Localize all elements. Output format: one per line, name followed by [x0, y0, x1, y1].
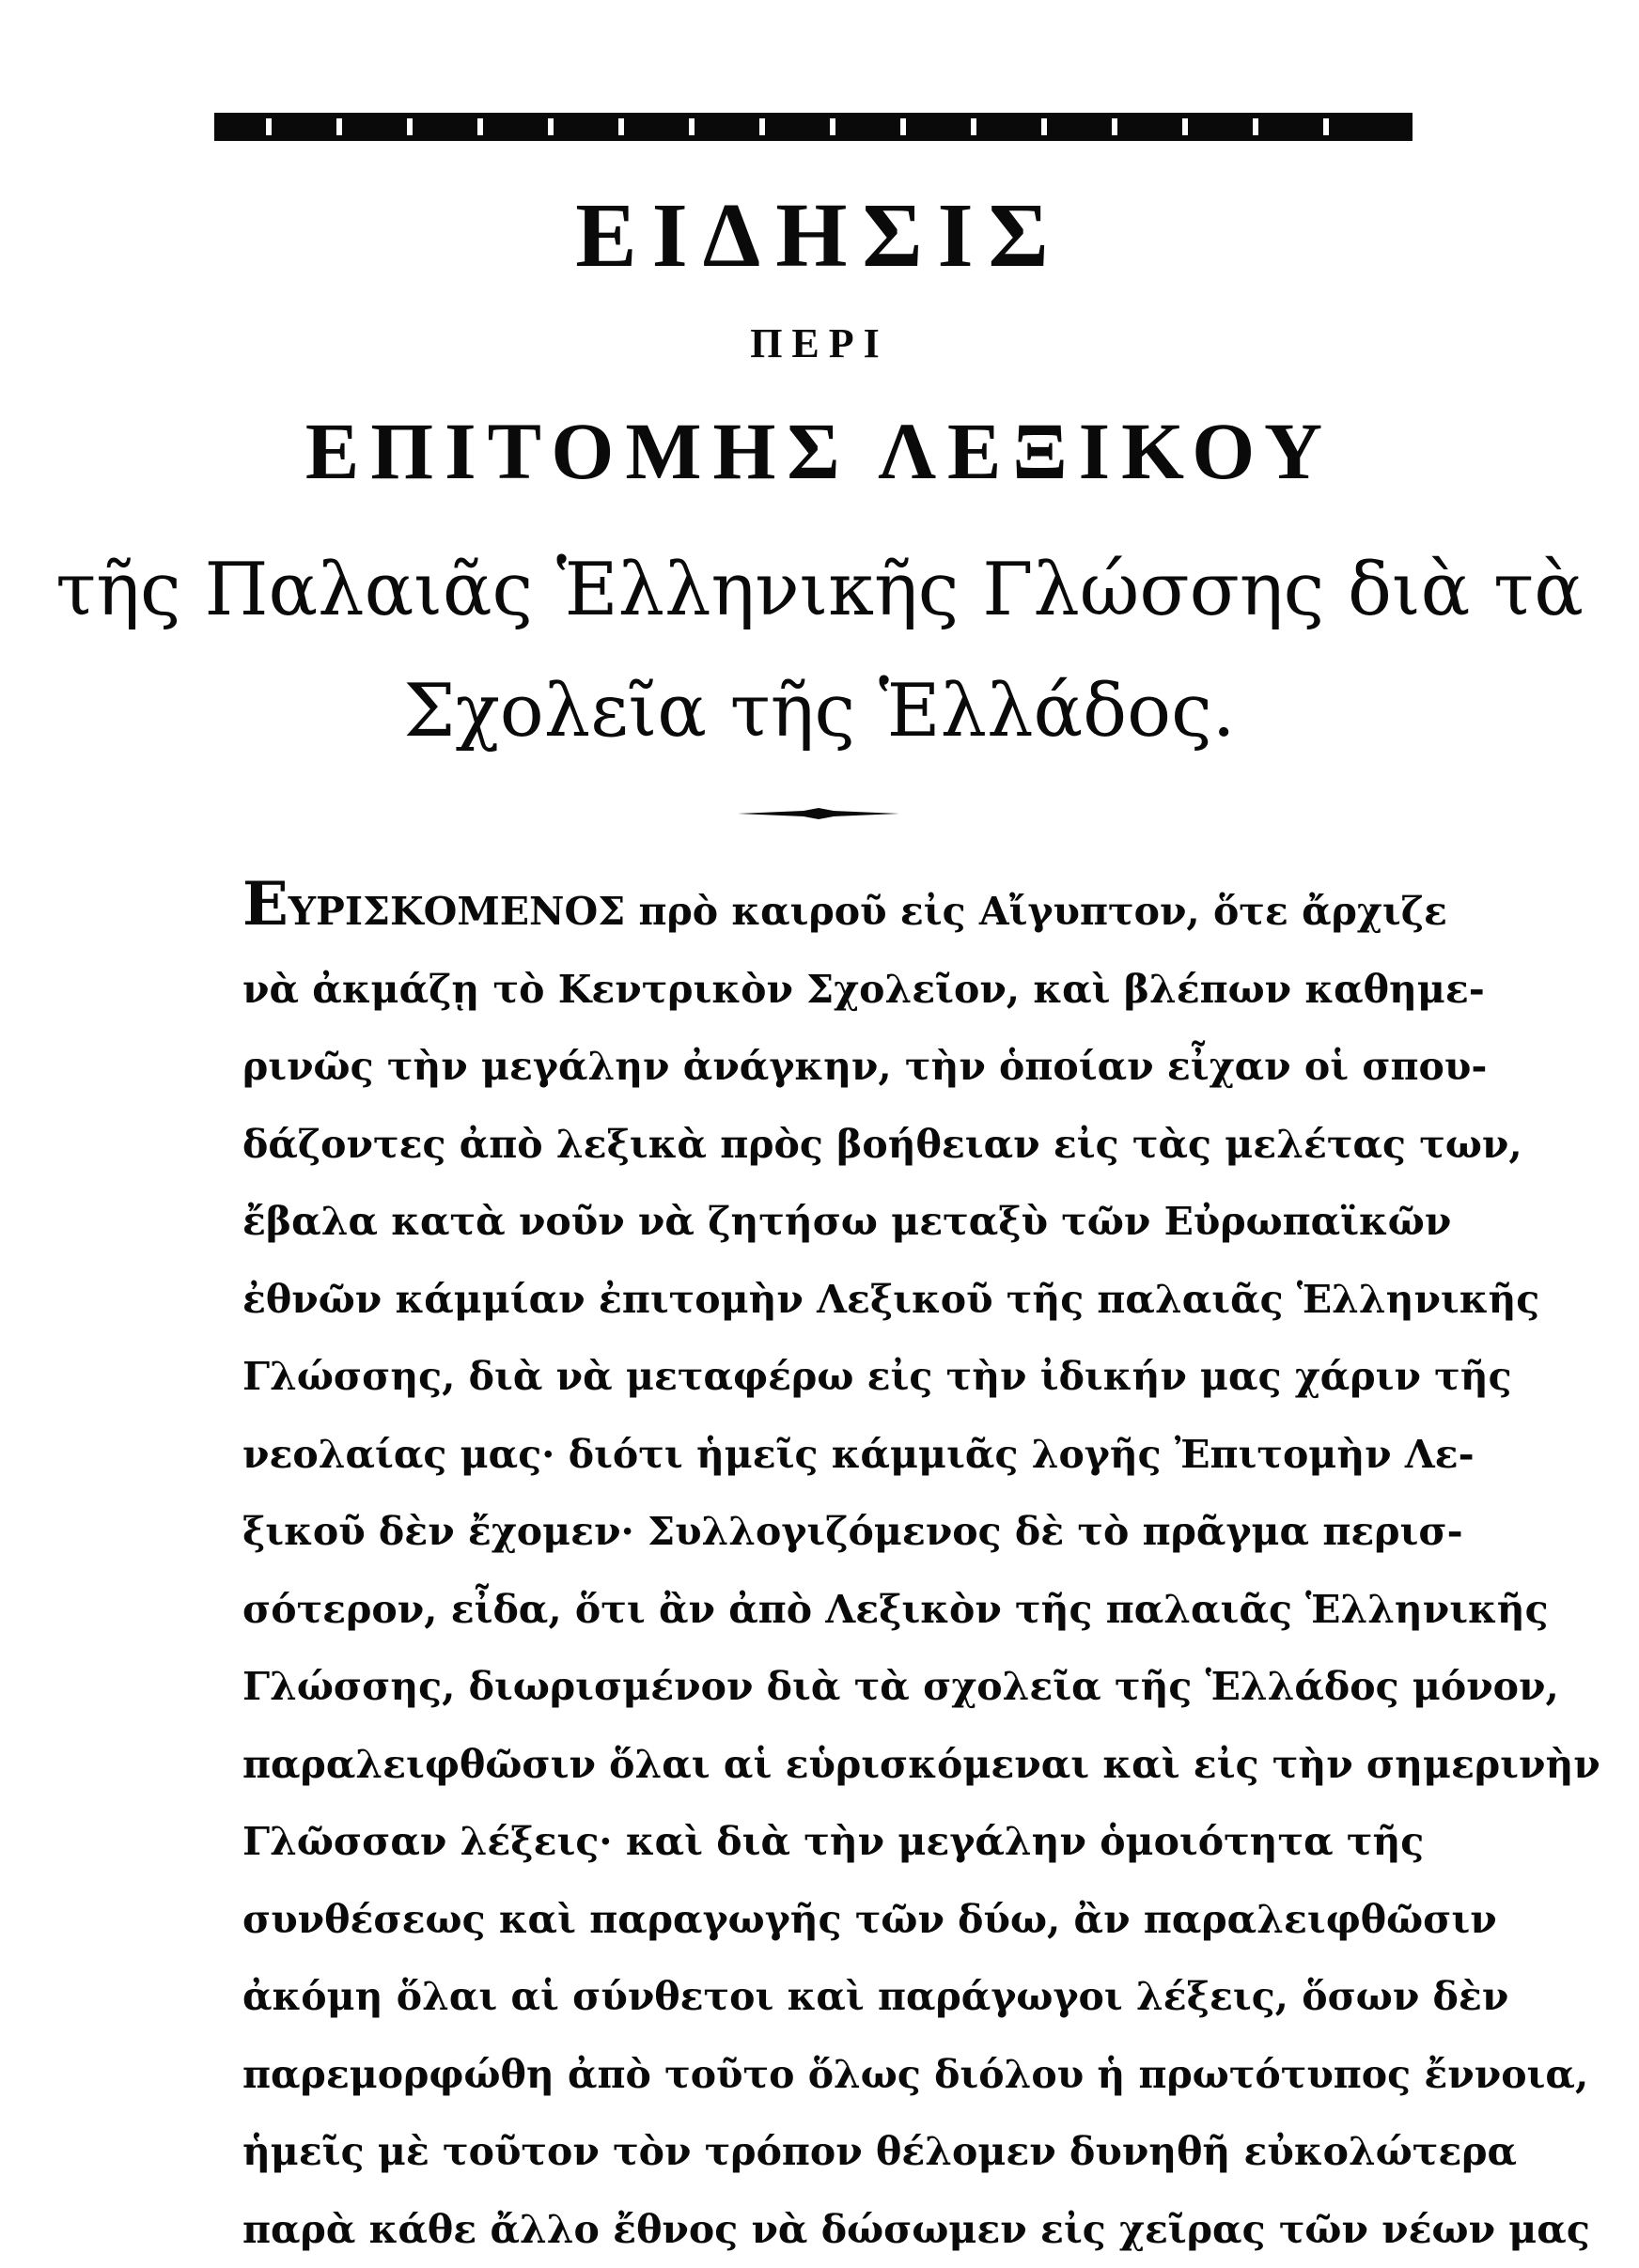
drop-cap: Ε	[242, 869, 289, 940]
body-line-13: Γλῶσσαν λέξεις· καὶ διὰ τὴν μεγάλην ὁμοιότητα τῆς	[242, 1803, 1410, 1881]
body-line-17: ἡμεῖς μὲ τοῦτον τὸν τρόπον θέλομεν δυνηθῆ εὐκολώτερα	[242, 2113, 1410, 2191]
body-line-14: συνθέσεως καὶ παραγωγῆς τῶν δύω, ἂν παραλειφθῶσιν	[242, 1881, 1410, 1959]
section-divider	[738, 808, 899, 819]
title-line-1: τῆς Παλαιᾶς Ἑλληνικῆς Γλώσσης διὰ τὰ	[0, 548, 1639, 632]
body-line-4: δάζοντες ἀπὸ λεξικὰ πρὸς βοήθειαν εἰς τὰς μελέτας των,	[242, 1106, 1410, 1184]
body-line-15: ἀκόμη ὅλαι αἱ σύνθετοι καὶ παράγωγοι λέξεις, ὅσων δὲν	[242, 1958, 1410, 2036]
header-ornament	[214, 105, 1413, 148]
body-line-18: παρὰ κάθε ἄλλο ἔθνος νὰ δώσωμεν εἰς χεῖρας τῶν νέων μας	[242, 2191, 1410, 2268]
body-line-6: ἐθνῶν κάμμίαν ἐπιτομὴν Λεξικοῦ τῆς παλαιᾶς Ἑλληνικῆς	[242, 1261, 1410, 1339]
title-line-2: Σχολεῖα τῆς Ἑλλάδος.	[0, 669, 1639, 753]
title-subject: ΕΠΙΤΟΜΗΣ ΛΕΞΙΚΟΥ	[0, 404, 1639, 498]
body-line-16: παρεμορφώθη ἀπὸ τοῦτο ὅλως διόλου ἡ πρωτότυπος ἔννοια,	[242, 2036, 1410, 2114]
body-line-5: ἔβαλα κατὰ νοῦν νὰ ζητήσω μεταξὺ τῶν Εὐρωπαϊκῶν	[242, 1183, 1410, 1261]
body-line-2: νὰ ἀκμάζῃ τὸ Κεντρικὸν Σχολεῖον, καὶ βλέπων καθημε-	[242, 951, 1410, 1029]
body-line-9: ξικοῦ δὲν ἔχομεν· Συλλογιζόμενος δὲ τὸ πρᾶγμα περισ-	[242, 1493, 1410, 1571]
body-line-10: σότερον, εἶδα, ὅτι ἂν ἀπὸ Λεξικὸν τῆς παλαιᾶς Ἑλληνικῆς	[242, 1571, 1410, 1649]
body-line-12: παραλειφθῶσιν ὅλαι αἱ εὑρισκόμεναι καὶ εἰς τὴν σημερινὴν	[242, 1726, 1410, 1804]
page-title: ΕΙΔΗΣΙΣ	[0, 183, 1639, 288]
body-line-8: νεολαίας μας· διότι ἡμεῖς κάμμιᾶς λογῆς Ἐπιτομὴν Λε-	[242, 1416, 1410, 1494]
body-paragraph	[242, 866, 1410, 2268]
body-line-7: Γλώσσης, διὰ νὰ μεταφέρω εἰς τὴν ἰδικήν μας χάριν τῆς	[242, 1338, 1410, 1416]
body-line-1: ΕΥΡΙΣΚΟΜΕΝΟΣ πρὸ καιροῦ εἰς Αἴγυπτον, ὅτε ἄρχιζε	[242, 866, 1410, 951]
body-line-11: Γλώσσης, διωρισμένον διὰ τὰ σχολεῖα τῆς Ἑλλάδος μόνον,	[242, 1648, 1410, 1726]
body-line-3: ρινῶς τὴν μεγάλην ἀνάγκην, τὴν ὁποίαν εἶχαν οἱ σπου-	[242, 1028, 1410, 1106]
title-preposition: ΠΕΡΙ	[0, 319, 1639, 367]
